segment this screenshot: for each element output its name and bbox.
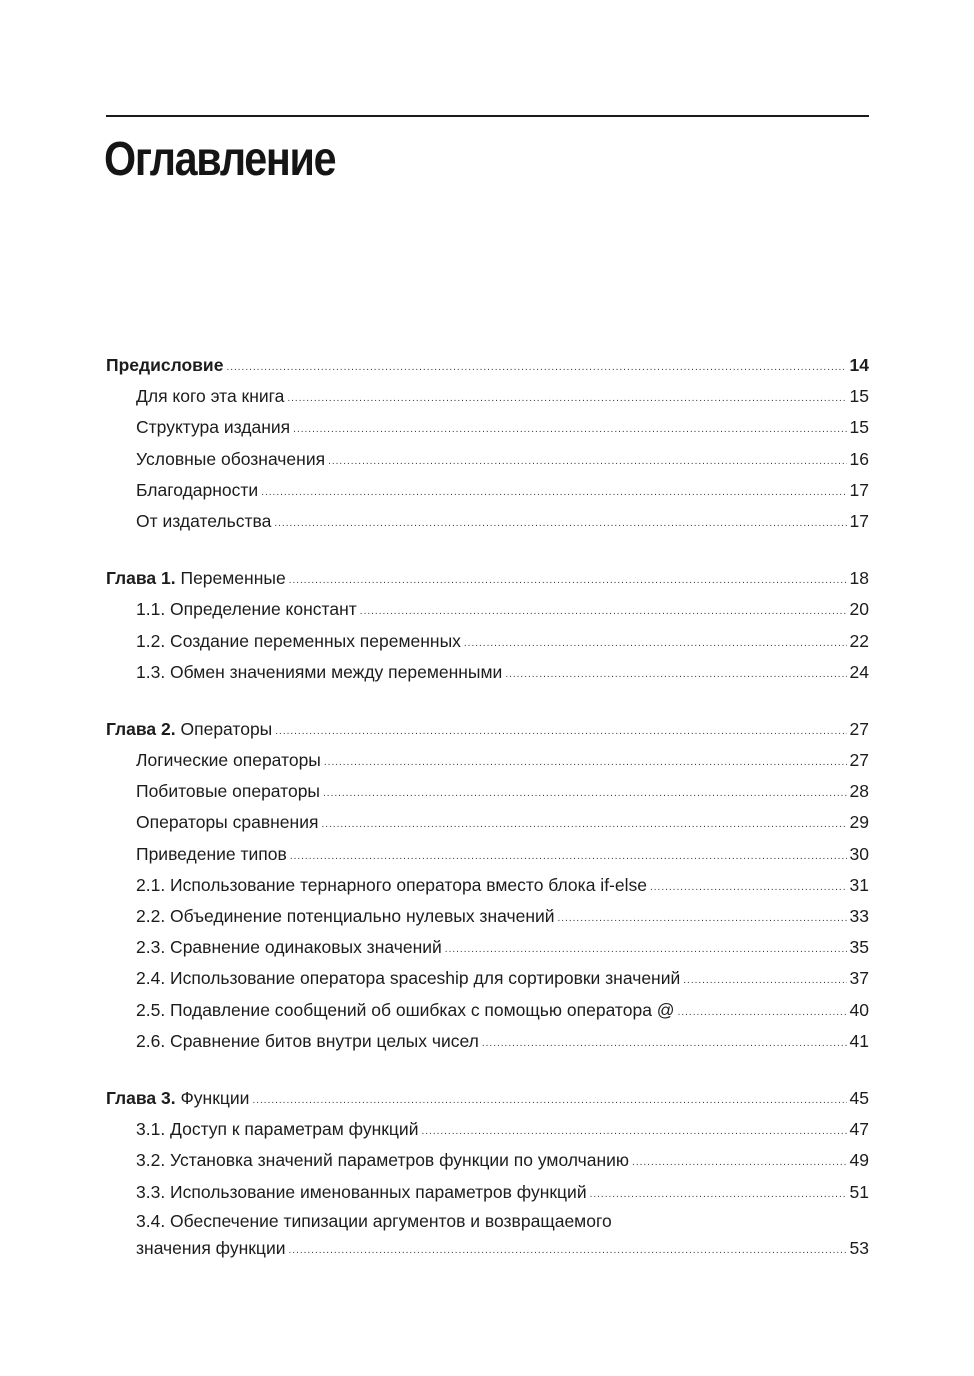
leader-dots — [464, 628, 847, 659]
leader-dots — [287, 383, 846, 414]
toc-page-number: 45 — [849, 1087, 869, 1108]
toc-page-number: 31 — [849, 874, 869, 895]
leader-dots — [323, 778, 847, 809]
toc-entry[interactable] — [106, 807, 869, 838]
toc-entry-title: 3.1. Доступ к параметрам функций — [136, 1119, 419, 1140]
toc-page-number: 20 — [849, 599, 869, 620]
leader-dots — [293, 414, 846, 445]
toc-entry-chapter-3[interactable] — [106, 1083, 869, 1114]
chapter-label: Глава 2. — [106, 718, 176, 739]
toc-entry[interactable] — [106, 839, 869, 870]
leader-dots — [632, 1147, 846, 1178]
toc-entry[interactable] — [106, 1026, 869, 1057]
leader-dots — [590, 1179, 847, 1210]
toc-entry-title: Условные обозначения — [136, 448, 326, 469]
toc-page-number: 53 — [849, 1237, 869, 1258]
leader-dots — [252, 1085, 846, 1116]
toc-page-number: 18 — [849, 568, 869, 589]
toc-entry-title: 2.6. Сравнение битов внутри целых чисел — [136, 1030, 479, 1051]
toc-entry[interactable] — [106, 657, 869, 688]
toc-page-number: 16 — [849, 448, 869, 469]
toc-entry-title: 2.3. Сравнение одинаковых значений — [136, 937, 442, 958]
preface-items — [106, 381, 869, 537]
toc-page-number: 41 — [849, 1030, 869, 1051]
toc-entry-title: 2.5. Подавление сообщений об ошибках с помощью оператора @ — [136, 999, 675, 1020]
section-gap — [106, 688, 869, 714]
toc-entry-title: 3.2. Установка значений параметров функции по умолчанию — [136, 1150, 630, 1171]
toc-page-number: 30 — [849, 843, 869, 864]
toc-entry[interactable] — [106, 870, 869, 901]
leader-dots — [290, 841, 847, 872]
toc-page-number: 14 — [849, 355, 869, 375]
leader-dots — [261, 477, 846, 508]
chapter-title: Функции — [180, 1087, 250, 1108]
leader-dots — [421, 1116, 846, 1147]
toc-entry[interactable] — [106, 776, 869, 807]
toc-page-number: 29 — [849, 812, 869, 833]
top-rule — [106, 115, 869, 117]
toc-entry-title: Приведение типов — [136, 843, 287, 864]
leader-dots — [650, 872, 847, 903]
toc-entry-title: Для кого эта книга — [136, 386, 285, 407]
toc-entry-title: Побитовые операторы — [136, 781, 321, 802]
leader-dots — [289, 565, 847, 596]
toc-page-number: 47 — [849, 1119, 869, 1140]
toc-entry[interactable] — [106, 995, 869, 1026]
leader-dots — [275, 716, 846, 747]
toc-entry-title: Логические операторы — [136, 750, 321, 771]
toc-page-number: 37 — [849, 968, 869, 989]
toc-entry-title: Операторы сравнения — [136, 812, 319, 833]
toc-entry-chapter-1[interactable] — [106, 563, 869, 594]
toc-entry-title: 1.3. Обмен значениями между переменными — [136, 661, 503, 682]
chapter-label: Глава 3. — [106, 1087, 176, 1108]
toc-page-number: 49 — [849, 1150, 869, 1171]
toc-page-number: 28 — [849, 781, 869, 802]
toc-page-number: 51 — [849, 1181, 869, 1202]
toc-entry-chapter-2[interactable] — [106, 714, 869, 745]
toc-entry[interactable] — [106, 506, 869, 537]
leader-dots — [558, 903, 847, 934]
toc-page-number: 27 — [849, 750, 869, 771]
toc-entry[interactable] — [106, 901, 869, 932]
chapter-title: Переменные — [180, 568, 286, 589]
toc-entry-title: 2.4. Использование оператора spaceship для сортировки значений — [136, 968, 681, 989]
leader-dots — [683, 965, 846, 996]
toc-page-number: 27 — [849, 718, 869, 739]
leader-dots — [360, 596, 847, 627]
leader-dots — [289, 1237, 847, 1264]
leader-dots — [482, 1028, 847, 1059]
section-gap — [106, 537, 869, 563]
toc-page-number: 17 — [849, 510, 869, 531]
toc-entry[interactable] — [106, 594, 869, 625]
chapter-label: Глава 1. — [106, 568, 176, 589]
toc-entry[interactable] — [106, 1145, 869, 1176]
toc-entry[interactable] — [106, 412, 869, 443]
leader-dots — [445, 934, 847, 965]
toc-page-number: 17 — [849, 479, 869, 500]
toc-entry[interactable] — [106, 626, 869, 657]
leader-dots — [324, 747, 847, 778]
table-of-contents — [106, 350, 869, 1265]
leader-dots — [321, 809, 846, 840]
leader-dots — [678, 997, 847, 1028]
toc-page-number: 15 — [849, 386, 869, 407]
leader-dots — [505, 659, 846, 690]
toc-page-number: 24 — [849, 661, 869, 682]
leader-dots — [226, 352, 846, 383]
toc-page-number: 33 — [849, 906, 869, 926]
toc-entry-title: Благодарности — [136, 479, 259, 500]
toc-entry-title: 1.1. Определение констант — [136, 599, 357, 620]
toc-entry[interactable] — [106, 932, 869, 963]
toc-entry-title-line-1: 3.4. Обеспечение типизации аргументов и возвращаемого — [136, 1210, 612, 1231]
toc-entry-title: Предисловие — [106, 355, 224, 375]
toc-entry-title-line-2: значения функции — [136, 1237, 286, 1258]
section-gap — [106, 1057, 869, 1083]
toc-entry[interactable] — [106, 745, 869, 776]
chapter-title: Операторы — [180, 718, 273, 739]
toc-entry-preface[interactable] — [106, 350, 869, 381]
toc-entry-title: 2.1. Использование тернарного оператора вместо блока if-else — [136, 874, 647, 895]
toc-entry-title: От издательства — [136, 510, 272, 531]
toc-entry-title: 3.3. Использование именованных параметров функций — [136, 1181, 587, 1202]
toc-entry-title: Структура издания — [136, 417, 291, 438]
toc-entry-title: 1.2. Создание переменных переменных — [136, 630, 461, 651]
toc-entry-wrapped[interactable] — [106, 1208, 869, 1265]
toc-entry[interactable] — [106, 1177, 869, 1208]
toc-entry[interactable] — [106, 475, 869, 506]
toc-entry[interactable] — [106, 963, 869, 994]
leader-dots — [328, 446, 846, 477]
toc-page-number: 15 — [849, 417, 869, 438]
toc-chapter-heading — [106, 714, 272, 745]
page-title: Оглавление — [104, 133, 336, 186]
toc-entry-line-2 — [136, 1235, 869, 1265]
toc-entry[interactable] — [106, 381, 869, 412]
toc-chapter-heading — [106, 1083, 249, 1114]
toc-page-number: 35 — [849, 937, 869, 958]
toc-entry[interactable] — [106, 444, 869, 475]
toc-chapter-heading — [106, 563, 286, 594]
toc-page-number: 22 — [849, 630, 869, 651]
toc-page-number: 40 — [849, 999, 869, 1020]
toc-entry-title: 2.2. Объединение потенциально нулевых значений — [136, 906, 555, 926]
toc-entry[interactable] — [106, 1114, 869, 1145]
leader-dots — [274, 508, 846, 539]
